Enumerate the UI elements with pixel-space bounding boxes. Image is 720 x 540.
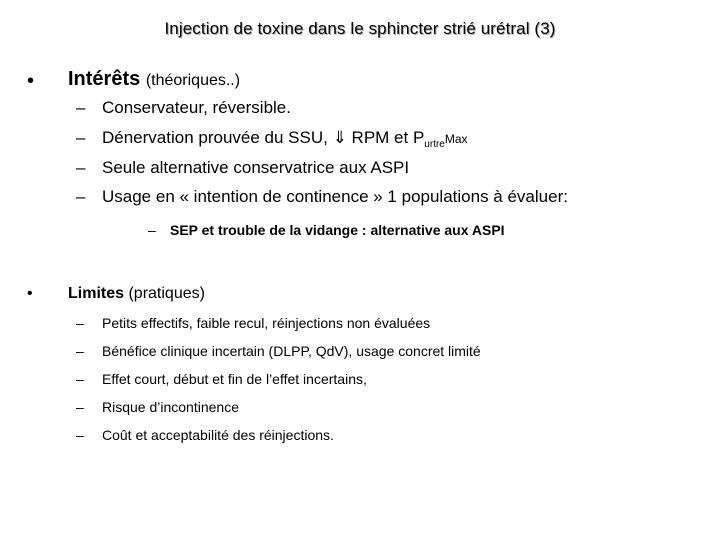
list-item-text: Risque d’incontinence <box>102 399 239 415</box>
dash-icon: – <box>76 343 84 359</box>
list-item-text: Conservateur, réversible. <box>102 98 291 117</box>
list-item-text: Bénéfice clinique incertain (DLPP, QdV), usage concret limité <box>102 343 481 359</box>
dash-icon: – <box>76 158 86 177</box>
dash-icon: – <box>76 128 86 147</box>
pressure-suffix: Max <box>444 132 468 146</box>
list-item-text: Effet court, début et fin de l’effet incertains, <box>102 371 367 387</box>
dash-icon: – <box>76 187 86 206</box>
limites-qualifier: (pratiques) <box>128 285 205 302</box>
list-item-text: Usage en « intention de continence » 1 populations à évaluer: <box>102 187 568 206</box>
dash-icon: – <box>76 98 86 117</box>
interets-heading: Intérêts <box>68 68 141 90</box>
dash-icon: – <box>76 427 84 443</box>
dash-icon: – <box>76 399 84 415</box>
bullet-icon: • <box>27 285 33 302</box>
dash-icon: – <box>148 222 156 238</box>
sub-list-item-text: SEP et trouble de la vidange : alternative aux ASPI <box>170 222 505 238</box>
bullet-icon: • <box>27 70 35 92</box>
pressure-subscript: urtre <box>424 139 445 150</box>
list-item-text: Dénervation prouvée du SSU, ⇓ RPM et P <box>102 128 425 147</box>
limites-heading: Limites <box>68 285 125 302</box>
dash-icon: – <box>76 371 84 387</box>
list-item-text: Seule alternative conservatrice aux ASPI <box>102 158 410 177</box>
list-item-text: Petits effectifs, faible recul, réinjections non évaluées <box>102 315 431 331</box>
list-item-text: Coût et acceptabilité des réinjections. <box>102 427 334 443</box>
slide-title: Injection de toxine dans le sphincter strié urétral (3) <box>164 19 556 38</box>
interets-qualifier: (théoriques..) <box>145 72 241 89</box>
dash-icon: – <box>76 315 84 331</box>
